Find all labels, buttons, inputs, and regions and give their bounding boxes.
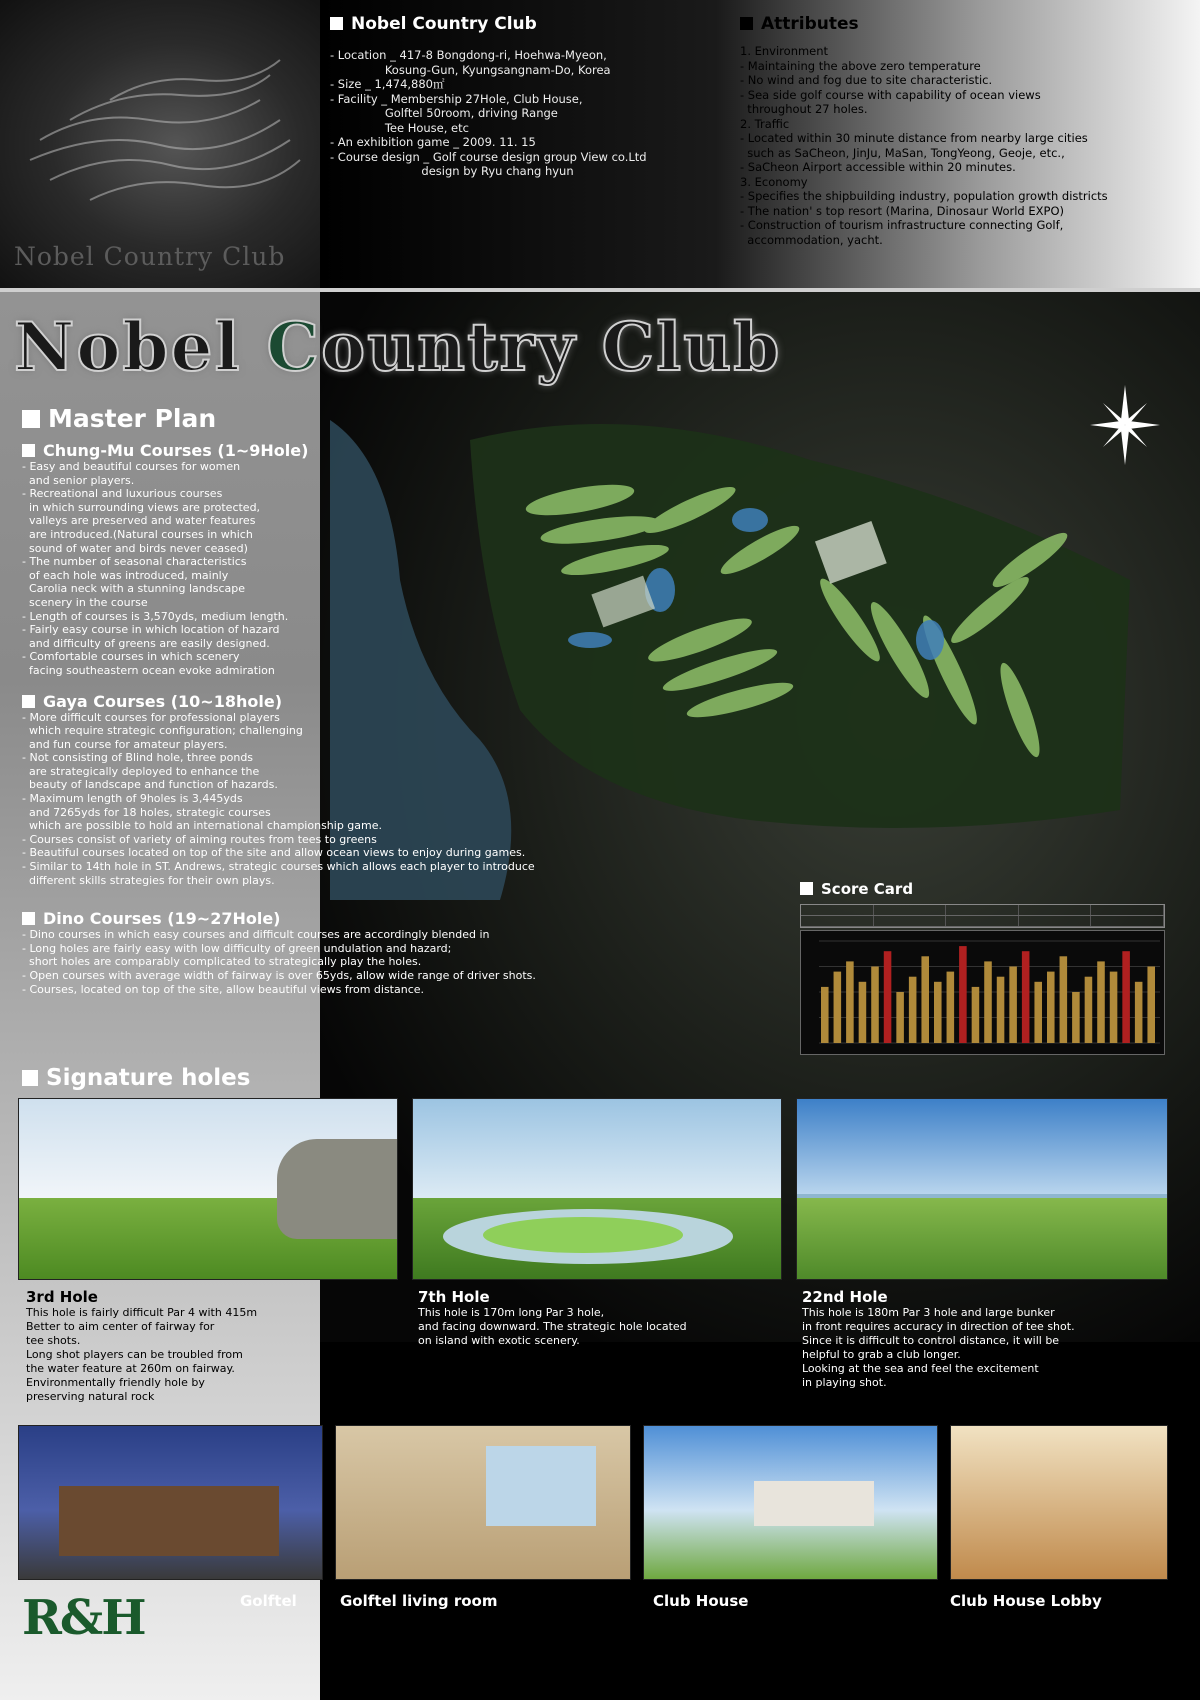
score-bar xyxy=(871,967,879,1044)
square-bullet-icon xyxy=(22,1070,38,1086)
score-bar xyxy=(959,946,967,1043)
table-row xyxy=(801,916,1164,927)
score-bar xyxy=(884,951,892,1043)
score-bar xyxy=(972,987,980,1043)
rh-logo xyxy=(22,1590,152,1670)
club-house-lobby-label: Club House Lobby xyxy=(950,1592,1102,1610)
club-info-heading xyxy=(330,14,730,34)
square-bullet-icon xyxy=(740,17,753,30)
score-card-bars xyxy=(800,930,1165,1055)
square-bullet-icon xyxy=(330,17,343,30)
attributes-heading xyxy=(740,14,1195,34)
hole3-photo xyxy=(18,1098,398,1280)
chungmu-lines: - Easy and beautiful courses for women and senior players. - Recreational and luxurious courses in which surrounding views are protected, valleys are preserved and water features are introduced.(Natural courses in which sound of water and birds never ceased) - The number of seasonal characteristics of each hole was introduced, mainly Carolia neck with a stunning landscape scenery in the course - Length of courses is 3,570yds, medium length. - Fairly easy course in which location of hazard and difficulty of greens are easily designed. - Comfortable courses in which scenery facing southeastern ocean evoke admiration xyxy=(22,460,289,677)
score-bar xyxy=(1022,951,1030,1043)
score-bar-graph xyxy=(801,931,1164,1054)
score-bar xyxy=(1110,972,1118,1043)
page-title-part1: Nobel xyxy=(14,308,267,386)
hole3-body: This hole is fairly difficult Par 4 with 415m Better to aim center of fairway for tee shots. Long shot players can be troubled from the water feature at 260m on fairway. Environmentally friendly hole by preserving natural rock xyxy=(26,1306,258,1403)
chungmu-heading xyxy=(22,441,712,460)
dino-heading-text: Dino Courses (19~27Hole) xyxy=(43,909,281,929)
thumbnail-caption: Nobel Country Club xyxy=(14,242,286,271)
club-house-photo xyxy=(643,1425,938,1580)
square-bullet-icon xyxy=(22,410,40,428)
club-info-lines: - Location _ 417-8 Bongdong-ri, Hoehwa-Myeon, Kosung-Gun, Kyungsangnam-Do, Korea - Size _ 1,474,880㎡ - Facility _ Membership 27Hole, Club House, Golftel 50room, driving Range Tee House, etc - An exhibition game _ 2009. 11. 15 - Course design _ Golf course design group View co.Ltd design by Ryu chang hyun xyxy=(330,48,647,178)
attributes-lines: 1. Environment - Maintaining the above zero temperature - No wind and fog due to site characteristic. - Sea side golf course with capability of ocean views throughout 27 holes. 2. Traffic - Located within 30 minute distance from nearby large cities such as SaCheon, JinJu, MaSan, TongYeong, Geoje, etc., - SaCheon Airport accessible within 20 minutes. 3. Economy - Specifies the shipbuilding industry, population growth districts - The nation' s top resort (Marina, Dinosaur World EXPO) - Construction of tourism infrastructure connecting Golf, accommodation, yacht. xyxy=(740,44,1108,247)
score-bar xyxy=(1034,982,1042,1043)
club-info-heading-text: Nobel Country Club xyxy=(351,14,537,34)
score-card-heading xyxy=(800,880,1165,898)
attributes-heading-text: Attributes xyxy=(761,14,859,34)
hole22-body: This hole is 180m Par 3 hole and large bunker in front requires accuracy in direction of tee shot. Since it is difficult to control distance, it will be helpful to grab a club longer. Looking at the sea and feel the excitement in playing shot. xyxy=(802,1306,1075,1389)
master-plan-heading-text: Master Plan xyxy=(48,404,217,433)
chungmu-heading-text: Chung-Mu Courses (1~9Hole) xyxy=(43,441,309,460)
score-bar xyxy=(984,961,992,1043)
score-bar xyxy=(1047,972,1055,1043)
golftel-living-room-photo xyxy=(335,1425,631,1580)
score-bar xyxy=(1097,961,1105,1043)
hole7-title: 7th Hole xyxy=(418,1288,490,1306)
score-bar xyxy=(834,972,842,1043)
score-bar xyxy=(934,982,942,1043)
score-bar xyxy=(1060,956,1068,1043)
score-bar xyxy=(1147,967,1155,1044)
gaya-lines: - More difficult courses for professional players which require strategic configuration; challenging and fun course for amateur players. - Not consisting of Blind hole, three ponds are strategically deployed to enhance the beauty of landscape and function of hazards. - Maximum length of 9holes is 3,445yds and 7265yds for 18 holes, strategic courses which are possible to hold an international championship game. - Courses consist of variety of aiming routes from tees to greens - Beautiful courses located on top of the site and allow ocean views to enjoy during games. - Similar to 14th hole in ST. Andrews, strategic courses which allows each player to introduce different skills strategies for their own plays. xyxy=(22,710,535,887)
score-bar xyxy=(821,987,829,1043)
rh-logo-text: R&H xyxy=(22,1590,145,1646)
square-bullet-icon xyxy=(22,912,35,925)
club-info-section xyxy=(330,14,730,179)
signature-holes-heading xyxy=(22,1065,250,1091)
hole22-caption xyxy=(802,1288,1075,1390)
hole7-body: This hole is 170m long Par 3 hole, and facing downward. The strategic hole located on island with exotic scenery. xyxy=(418,1306,687,1347)
club-house-lobby-photo xyxy=(950,1425,1168,1580)
table-row xyxy=(801,905,1164,916)
hole22-photo xyxy=(796,1098,1168,1280)
page-title xyxy=(14,308,781,386)
dino-heading xyxy=(22,909,712,928)
score-bar xyxy=(1009,967,1017,1044)
hole3-caption xyxy=(26,1288,257,1404)
score-bar xyxy=(997,977,1005,1043)
score-bar xyxy=(909,977,917,1043)
square-bullet-icon xyxy=(22,444,35,457)
attributes-section xyxy=(740,14,1195,247)
club-house-label: Club House xyxy=(653,1592,749,1610)
golftel-living-room-label: Golftel living room xyxy=(340,1592,498,1610)
page-title-part3: ountry Club xyxy=(321,308,782,386)
golftel-photo xyxy=(18,1425,323,1580)
score-bar xyxy=(947,972,955,1043)
square-bullet-icon xyxy=(800,882,813,895)
score-bar xyxy=(1122,951,1130,1043)
compass-rose-icon xyxy=(1085,380,1165,470)
score-card-heading-text: Score Card xyxy=(821,880,914,898)
score-bar xyxy=(846,961,854,1043)
score-bar xyxy=(1085,977,1093,1043)
master-plan-section xyxy=(22,404,712,996)
score-bar xyxy=(921,956,929,1043)
score-bar xyxy=(896,992,904,1043)
hole7-caption xyxy=(418,1288,687,1348)
hole7-photo xyxy=(412,1098,782,1280)
page-title-accent-letter: C xyxy=(266,308,322,386)
score-card-table xyxy=(800,904,1165,928)
hole3-title: 3rd Hole xyxy=(26,1288,98,1306)
signature-holes-heading-text: Signature holes xyxy=(46,1065,251,1091)
gaya-heading xyxy=(22,692,712,711)
gaya-heading-text: Gaya Courses (10~18hole) xyxy=(43,691,282,711)
score-card xyxy=(800,880,1165,1055)
score-bar xyxy=(1072,992,1080,1043)
aerial-thumbnail xyxy=(0,0,320,290)
score-bar xyxy=(1135,982,1143,1043)
golftel-label: Golftel xyxy=(240,1592,297,1610)
hole22-title: 22nd Hole xyxy=(802,1288,888,1306)
score-bar xyxy=(859,982,867,1043)
dino-lines: - Dino courses in which easy courses and difficult courses are accordingly blended in - Long holes are fairly easy with low difficulty of green undulation and hazard; short holes are comparably complicated to strategically play the holes. - Open courses with average width of fairway is over 65yds, allow wide range of driver shots. - Courses, located on top of the site, allow beautiful views from distance. xyxy=(22,928,536,996)
square-bullet-icon xyxy=(22,695,35,708)
master-plan-heading xyxy=(22,404,712,433)
